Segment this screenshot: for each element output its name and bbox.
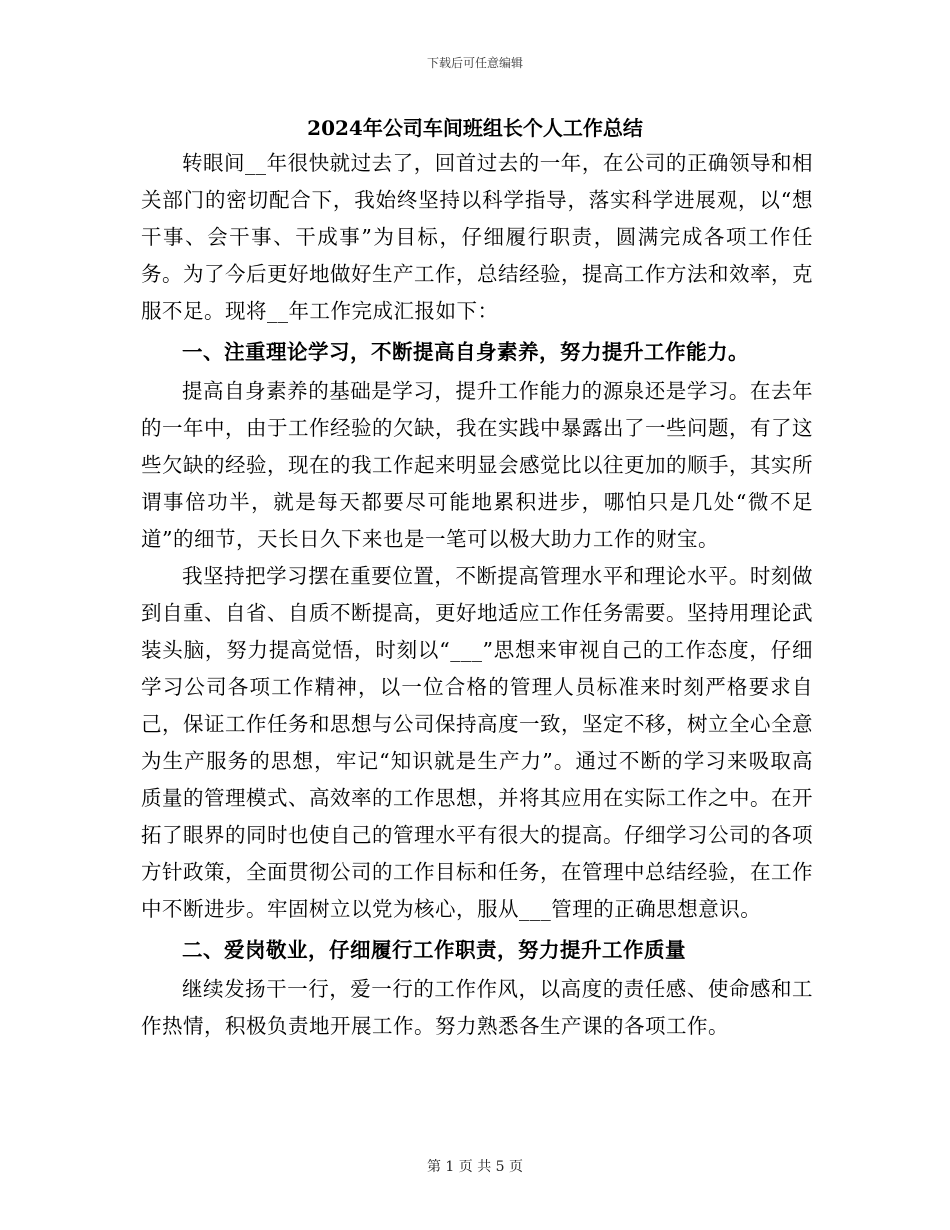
section-heading-2: 二、爱岗敬业，仔细履行工作职责，努力提升工作质量 — [182, 938, 686, 962]
section-heading-1: 一、注重理论学习，不断提高自身素养，努力提升工作能力。 — [182, 340, 749, 364]
header-note: 下载后可任意编辑 — [426, 56, 523, 70]
section-1-paragraph-2: 我坚持把学习摆在重要位置，不断提高管理水平和理论水平。时刻做到自重、自省、自质不断提高，更好地适应工作任务需要。坚持用理论武装头脑，努力提高觉悟，时刻以“___”思想来审视自己的工作态度，仔细学习公司各项工作精神，以一位合格的管理人员标准来时刻严格要求自己，保证工作任务和思想与公司保持高度一致，坚定不移，树立全心全意为生产服务的思想，牢记“知识就是生产力”。通过不断的学习来吸取高质量的管理模式、高效率的工作思想，并将其应用在实际工作之中。在开拓了眼界的同时也使自己的管理水平有很大的提高。仔细学习公司的各项方针政策，全面贯彻公司的工作目标和任务，在管理中总结经验，在工作中不断进步。牢固树立以党为核心，服从___管理的正确思想意识。 — [141, 564, 813, 921]
document-title: 2024年公司车间班组长个人工作总结 — [307, 116, 643, 140]
document-body — [141, 145, 813, 1045]
section-1-paragraph-1: 提高自身素养的基础是学习，提升工作能力的源泉还是学习。在去年的一年中，由于工作经验的欠缺，我在实践中暴露出了一些问题，有了这些欠缺的经验，现在的我工作起来明显会感觉比以往更加的顺手，其实所谓事倍功半，就是每天都要尽可能地累积进步，哪怕只是几处“微不足道”的细节，天长日久下来也是一笔可以极大助力工作的财宝。 — [141, 379, 813, 551]
page-footer: 第 1 页 共 5 页 — [426, 1159, 524, 1175]
section-2-paragraph-1: 继续发扬干一行，爱一行的工作作风，以高度的责任感、使命感和工作热情，积极负责地开展工作。努力熟悉各生产课的各项工作。 — [141, 977, 813, 1038]
intro-paragraph: 转眼间__年很快就过去了，回首过去的一年，在公司的正确领导和相关部门的密切配合下，我始终坚持以科学指导，落实科学进展观，以“想干事、会干事、干成事”为目标，仔细履行职责，圆满完成各项工作任务。为了今后更好地做好生产工作，总结经验，提高工作方法和效率，克服不足。现将__年工作完成汇报如下： — [141, 151, 813, 323]
